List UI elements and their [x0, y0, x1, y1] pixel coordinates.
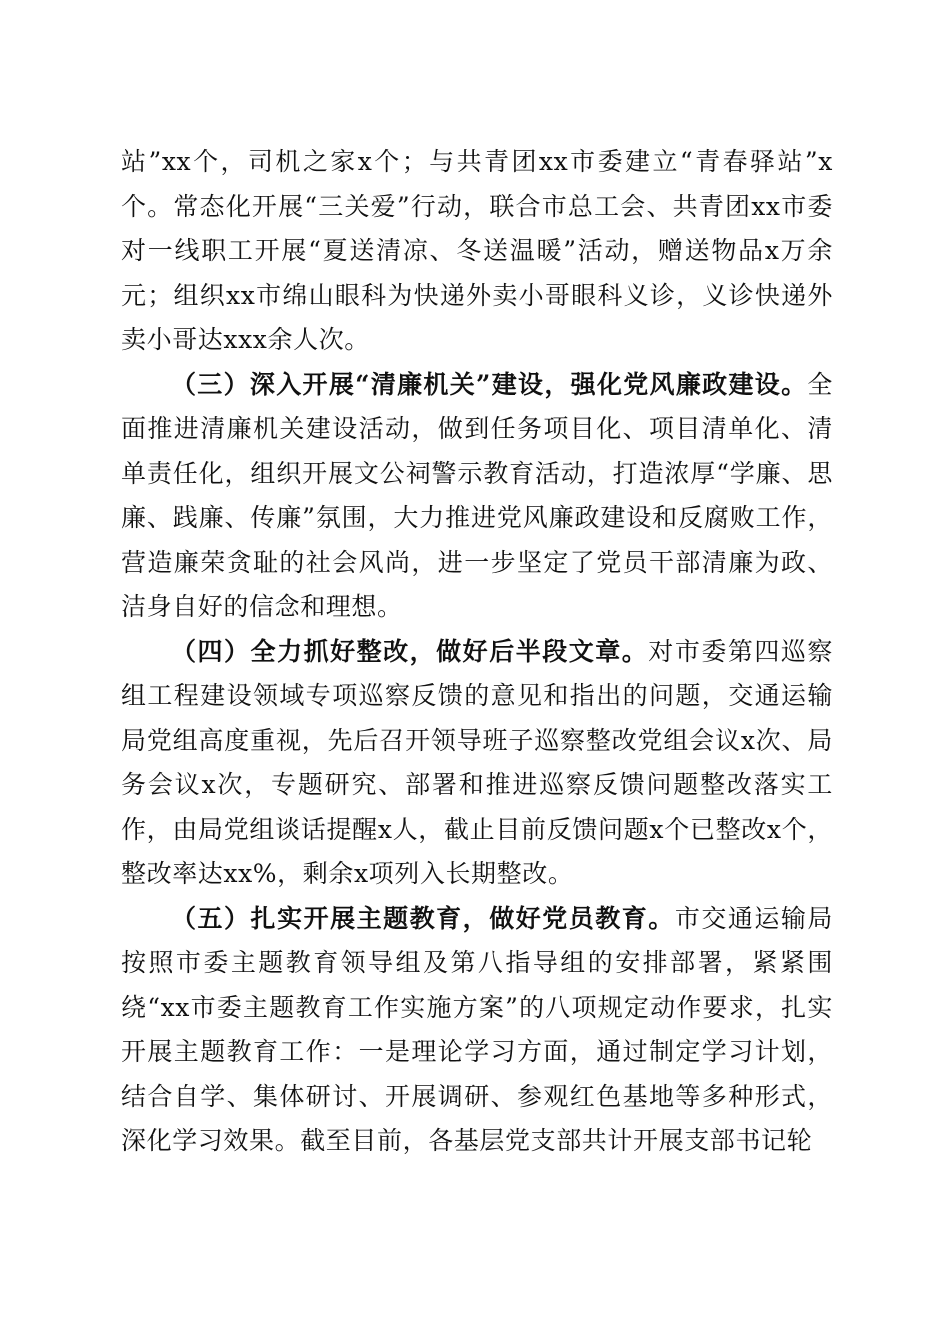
paragraph-rectification	[121, 630, 833, 897]
paragraph-text: 全面推进清廉机关建设活动，做到任务项目化、项目清单化、清单责任化，组织开展文公祠警示教育活动，打造浓厚“学廉、思廉、践廉、传廉”氛围，大力推进党风廉政建设和反腐败工作，营造廉荣贪耻的社会风尚，进一步坚定了党员干部清廉为政、洁身自好的信念和理想。	[121, 369, 833, 621]
paragraph-text: 对市委第四巡察组工程建设领域专项巡察反馈的意见和指出的问题，交通运输局党组高度重视，先后召开领导班子巡察整改党组会议x次、局务会议x次，专题研究、部署和推进巡察反馈问题整改落实工作，由局党组谈话提醒x人，截止目前反馈问题x个已整改x个，整改率达xx%，剩余x项列入长期整改。	[121, 636, 833, 888]
paragraph-heading: （五）扎实开展主题教育，做好党员教育。	[171, 903, 675, 933]
paragraph-theme-education	[121, 897, 833, 1164]
paragraph-text: 市交通运输局按照市委主题教育领导组及第八指导组的安排部署，紧紧围绕“xx市委主题教育工作实施方案”的八项规定动作要求，扎实开展主题教育工作：一是理论学习方面，通过制定学习计划，结合自学、集体研讨、开展调研、参观红色基地等多种形式，深化学习效果。截至目前，各基层党支部共计开展支部书记轮	[121, 903, 833, 1155]
paragraph-clean-government	[121, 363, 833, 630]
paragraph-text: 站”xx个，司机之家x个；与共青团xx市委建立“青春驿站”x个。常态化开展“三关爱”行动，联合市总工会、共青团xx市委对一线职工开展“夏送清凉、冬送温暖”活动，赠送物品x万余元；组织xx市绵山眼科为快递外卖小哥眼科义诊，义诊快递外卖小哥达xxx余人次。	[121, 147, 833, 354]
document-body	[121, 140, 833, 1164]
paragraph-heading: （三）深入开展“清廉机关”建设，强化党风廉政建设。	[171, 369, 808, 399]
paragraph-continuation	[121, 140, 833, 363]
paragraph-heading: （四）全力抓好整改，做好后半段文章。	[171, 636, 649, 666]
